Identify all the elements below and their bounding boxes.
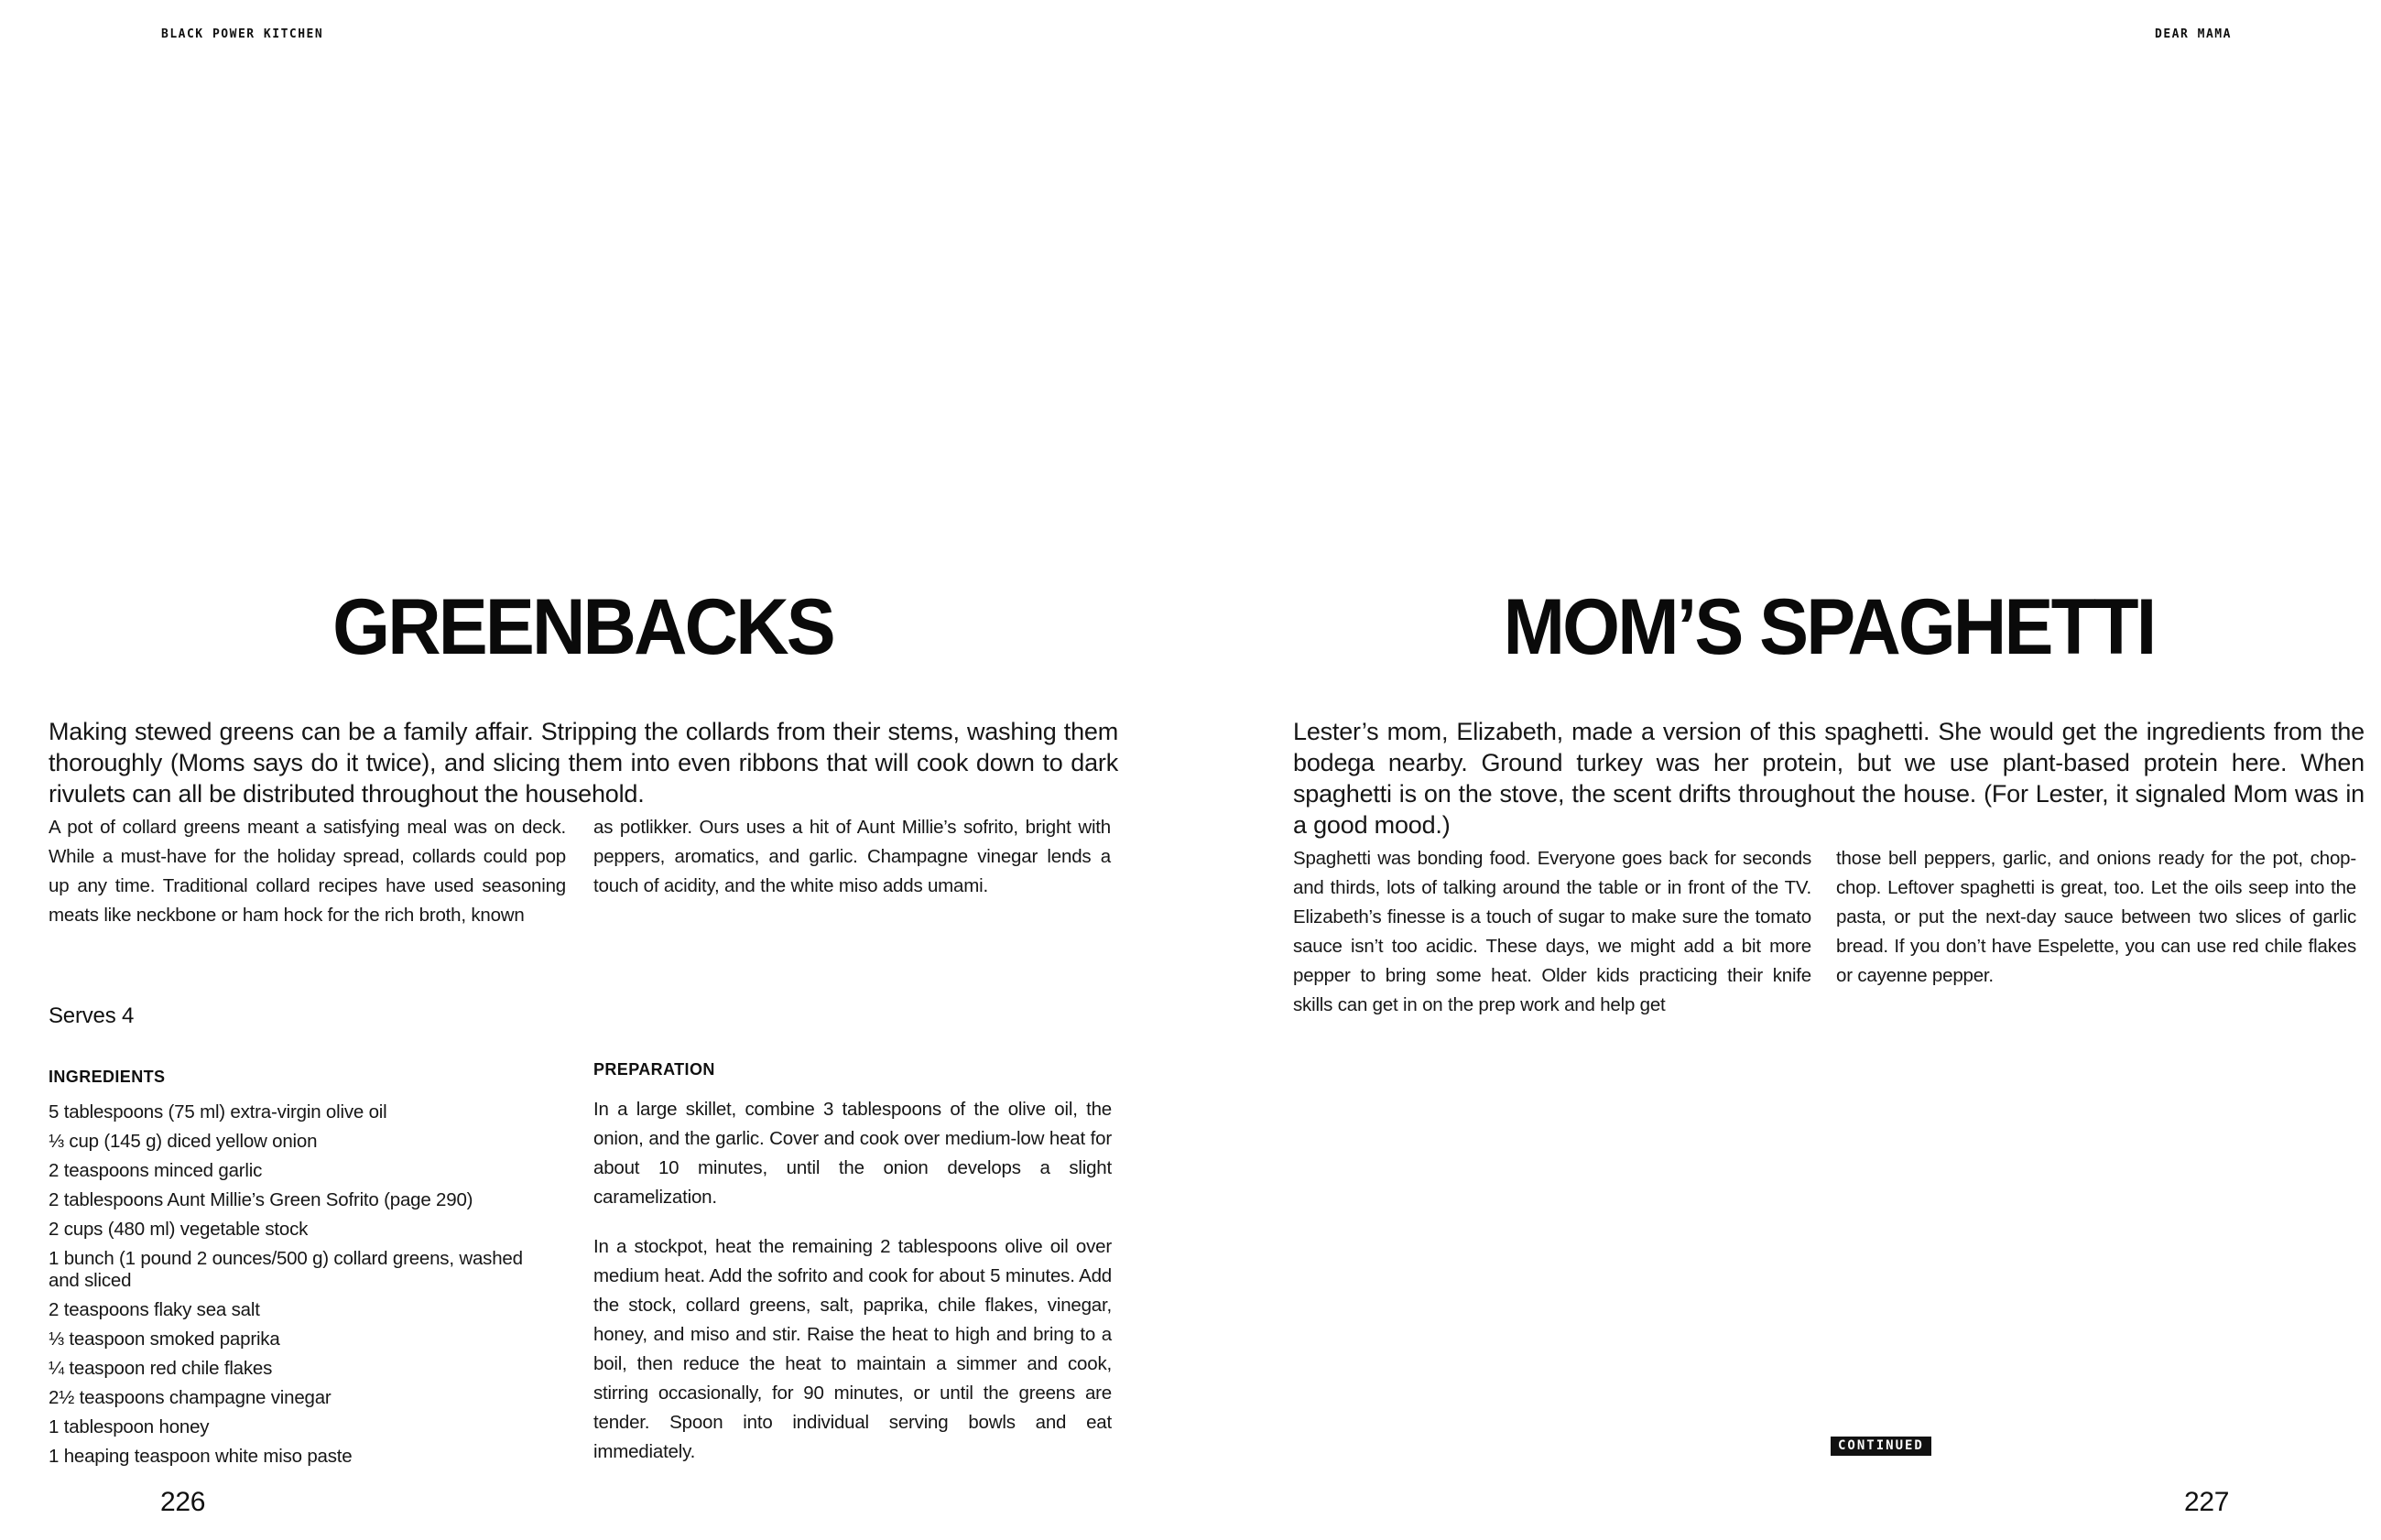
ingredient-item: ¼ teaspoon red chile flakes [49, 1358, 273, 1379]
running-head-right: DEAR MAMA [2155, 27, 2232, 41]
ingredients-heading: INGREDIENTS [49, 1068, 166, 1086]
ingredient-item: 1 tablespoon honey [49, 1416, 210, 1437]
ingredient-item: 2 tablespoons Aunt Millie’s Green Sofrito (page 290) [49, 1189, 473, 1210]
ingredient-item: 2 cups (480 ml) vegetable stock [49, 1219, 309, 1240]
serves-line: Serves 4 [49, 1003, 135, 1028]
ingredient-item: 2½ teaspoons champagne vinegar [49, 1387, 332, 1408]
recipe-title-greenbacks: GREENBACKS [332, 582, 833, 671]
preparation-step: In a stockpot, heat the remaining 2 tablespoons olive oil over medium heat. Add the sofrito and cook for about 5 minutes. Add the stock, collard greens, salt, paprika, chile flakes, vinegar, honey, and miso and stir. Raise the heat to high and bring to a boil, then reduce the heat to maintain a simmer and cook, stirring occasionally, for 90 minutes, or until the greens are tender. Spoon into individual serving bowls and eat immediately. [593, 1236, 1112, 1462]
page-number-right: 227 [2184, 1487, 2230, 1517]
ingredient-item: 1 bunch (1 pound 2 ounces/500 g) collard greens, washed and sliced [49, 1248, 523, 1291]
body-column-2-right: those bell peppers, garlic, and onions ready for the pot, chop-chop. Leftover spaghetti is great, too. Let the oils seep into the pasta, or put the next-day sauce between two slices of garlic bread. If you don’t have Espelette, you can use red chile flakes or cayenne pepper. [1836, 848, 2356, 986]
intro-paragraph-left: Making stewed greens can be a family affair. Stripping the collards from their stems, washing them thoroughly (Moms says do it twice), and slicing them into even ribbons that will cook down to dark rivulets can all be distributed throughout the household. [49, 718, 1118, 808]
recipe-title-moms-spaghetti: MOM’S SPAGHETTI [1503, 582, 2155, 671]
body-column-2-left: as potlikker. Ours uses a hit of Aunt Millie’s sofrito, bright with peppers, aromatics, and garlic. Champagne vinegar lends a touch of acidity, and the white miso adds umami. [593, 817, 1111, 896]
preparation-step: In a large skillet, combine 3 tablespoons of the olive oil, the onion, and the garlic. Cover and cook over medium-low heat for about 10 minutes, until the onion develops a slight caramelization. [593, 1099, 1112, 1208]
ingredient-item: 1 heaping teaspoon white miso paste [49, 1446, 353, 1467]
preparation-heading: PREPARATION [593, 1060, 715, 1079]
ingredient-item: 5 tablespoons (75 ml) extra-virgin olive oil [49, 1101, 387, 1122]
ingredient-item: 2 teaspoons flaky sea salt [49, 1299, 260, 1320]
page-number-left: 226 [160, 1487, 206, 1517]
body-column-1-left: A pot of collard greens meant a satisfying meal was on deck. While a must-have for the holiday spread, collards could pop up any time. Traditional collard recipes have used seasoning meats like neckbone or ham hock for the rich broth, known [49, 817, 566, 926]
continued-badge: CONTINUED [1831, 1437, 1931, 1456]
ingredient-item: 2 teaspoons minced garlic [49, 1160, 263, 1181]
ingredient-item: ⅓ teaspoon smoked paprika [49, 1329, 280, 1350]
running-head-left: BLACK POWER KITCHEN [161, 27, 324, 41]
ingredient-item: ⅓ cup (145 g) diced yellow onion [49, 1131, 318, 1152]
intro-paragraph-right: Lester’s mom, Elizabeth, made a version of this spaghetti. She would get the ingredients from the bodega nearby. Ground turkey was her protein, but we use plant-based protein here. When spaghetti is on the stove, the scent drifts throughout the house. (For Lester, it signaled Mom was in a good mood.) [1293, 718, 2365, 839]
body-column-1-right: Spaghetti was bonding food. Everyone goes back for seconds and thirds, lots of talking around the table or in front of the TV. Elizabeth’s finesse is a touch of sugar to make sure the tomato sauce isn’t too acidic. These days, we might add a bit more pepper to bring some heat. Older kids practicing their knife skills can get in on the prep work and help get [1293, 848, 1811, 1015]
ingredients-list [49, 1101, 538, 1475]
preparation-steps [593, 1095, 1112, 1487]
